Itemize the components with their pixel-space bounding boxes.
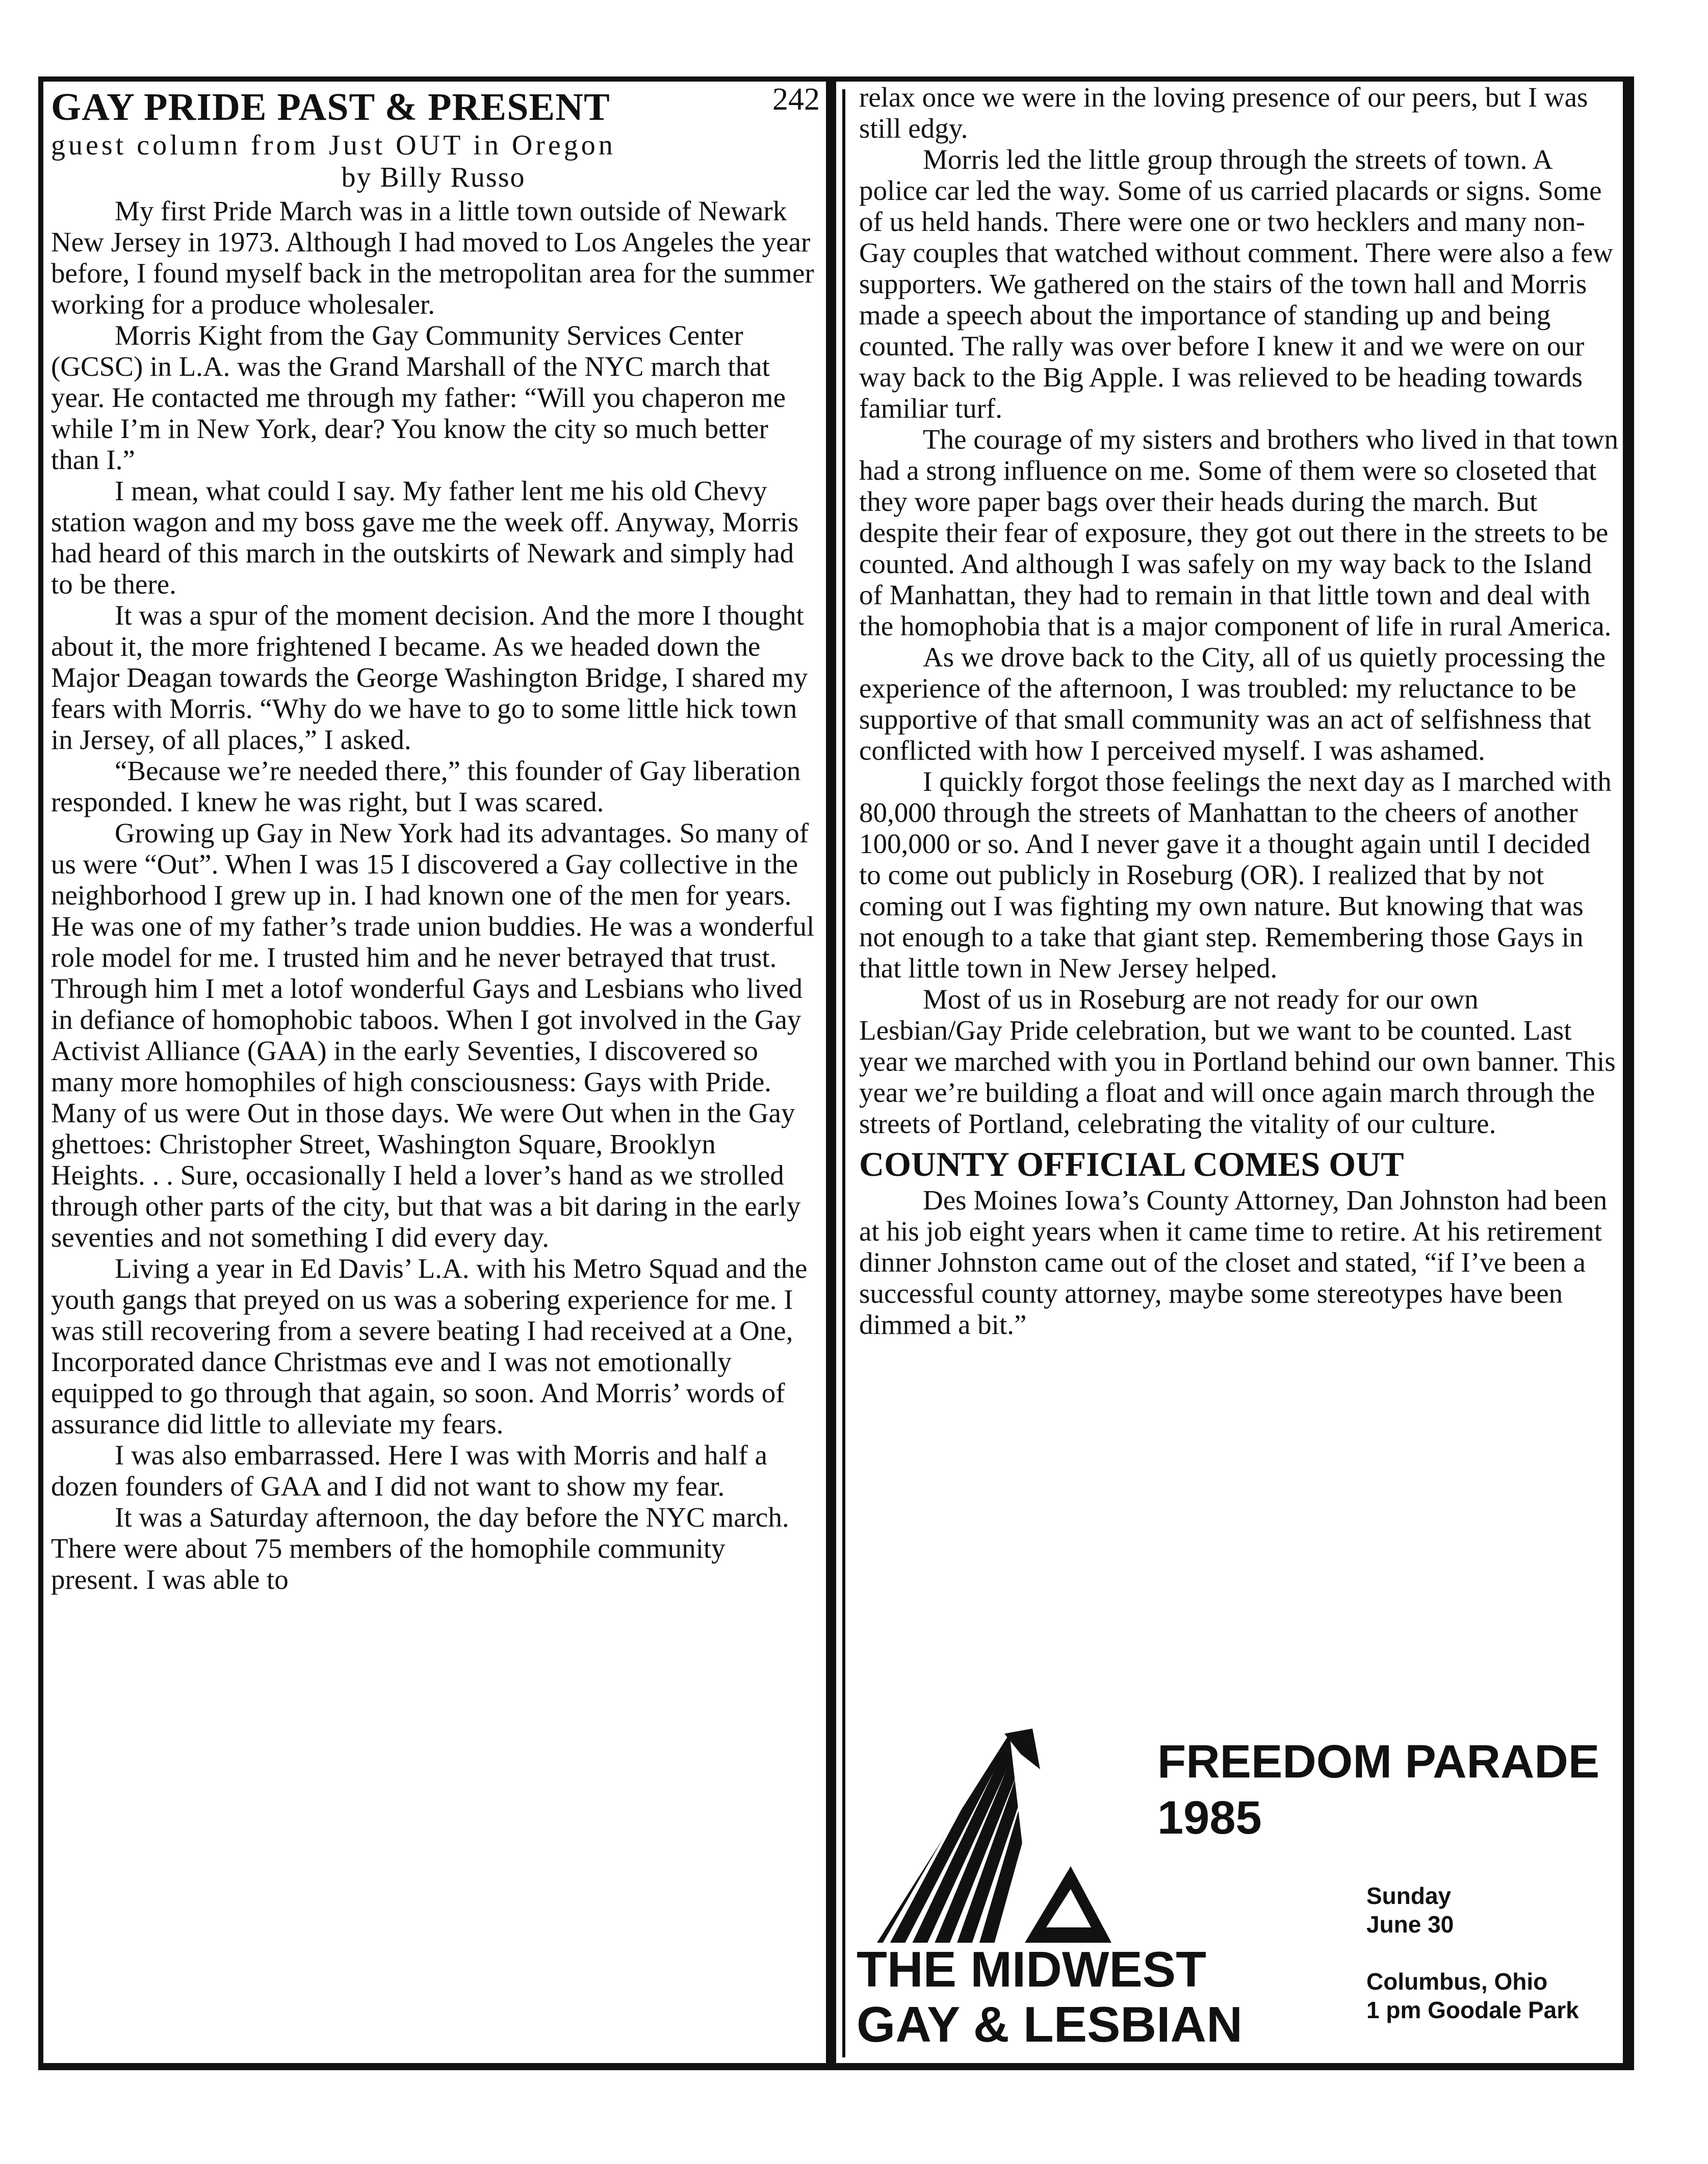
freedom-parade-ad xyxy=(857,1713,1621,2060)
ad-org-line2: GAY & LESBIAN xyxy=(857,1996,1243,2052)
column-divider xyxy=(826,76,836,2070)
news-item-body: Des Moines Iowa’s County Attorney, Dan Johnston had been at his job eight years when it came time to retire. At his retirement dinner Johnston came out of the closet and stated, “if I’ve been a successful county attorney, maybe some stereotypes have been dimmed a bit.” xyxy=(859,1184,1608,1341)
right-column xyxy=(859,82,1619,1340)
article-paragraph: I quickly forgot those feelings the next day as I marched with 80,000 through the streets of Manhattan to the cheers of another 100,000 or so. And I never gave it a thought again until I decided to come out publicly in Roseburg (OR). I realized that by not coming out I was fighting my own nature. But knowing that was not enough to a take that giant step. Remembering those Gays in that little town in New Jersey helped. xyxy=(859,766,1612,984)
article-paragraph: It was a spur of the moment decision. And the more I thought about it, the more frightened I became. As we headed down the Major Deagan towards the George Washington Bridge, I shared my fears with Morris. “Why do we have to go to some little hick town in Jersey, of all places,” I asked. xyxy=(51,600,808,756)
ad-headline-line2: 1985 xyxy=(1157,1792,1262,1844)
article-paragraph: Morris Kight from the Gay Community Services Center (GCSC) in L.A. was the Grand Marshall of the NYC march that year. He contacted me through my father: “Will you chaperon me while I’m in New York, dear? You know the city so much better than I.” xyxy=(51,320,786,476)
article-paragraph: I was also embarrassed. Here I was with Morris and half a dozen founders of GAA and I did not want to show my fear. xyxy=(51,1439,767,1502)
article-paragraph: As we drove back to the City, all of us quietly processing the experience of the afternoon, I was troubled: my reluctance to be supportive of that small community was an act of selfishness that conflicted with how I perceived myself. I was ashamed. xyxy=(859,641,1606,766)
article-byline: by Billy Russo xyxy=(341,161,526,193)
article-paragraph: I mean, what could I say. My father lent me his old Chevy station wagon and my boss gave me the week off. Anyway, Morris had heard of this march in the outskirts of Newark and simply had to be there. xyxy=(51,475,799,600)
ad-city: Columbus, Ohio xyxy=(1366,1968,1548,1995)
ad-date: June 30 xyxy=(1366,1911,1454,1938)
article-title: GAY PRIDE PAST & PRESENT xyxy=(51,86,610,128)
ad-headline xyxy=(1157,1734,1599,1846)
left-column xyxy=(51,88,816,1595)
ad-time-place: 1 pm Goodale Park xyxy=(1366,1997,1579,2023)
ad-details xyxy=(1366,1882,1579,2024)
ad-day: Sunday xyxy=(1366,1883,1452,1909)
article-paragraph: The courage of my sisters and brothers who lived in that town had a strong influence on me. Some of them were so closeted that they wore paper bags over their heads during the march. But despite their fear of exposure, they got out there in the streets to be counted. And although I was safely on my way back to the Island of Manhattan, they had to remain in that little town and deal with the homophobia that is a major component of life in rural America. xyxy=(859,424,1618,641)
column-divider-inner xyxy=(842,89,845,2057)
article-paragraph: Most of us in Roseburg are not ready for our own Lesbian/Gay Pride celebration, but we want to be counted. Last year we marched with you in Portland behind our own banner. This year we’re building a float and will once again march through the streets of Portland, celebrating the vitality of our culture. xyxy=(859,984,1616,1139)
article-subtitle: guest column from Just OUT in Oregon xyxy=(51,130,616,161)
article-paragraph: Living a year in Ed Davis’ L.A. with his Metro Squad and the youth gangs that preyed on us was a sobering experience for me. I was still recovering from a severe beating I had received at a One, Incorporated dance Christmas eve and I was not emotionally equipped to go through that again, so soon. And Morris’ words of assurance did little to alleviate my fears. xyxy=(51,1253,808,1440)
page-number: 242 xyxy=(772,82,820,117)
article-paragraph: My first Pride March was in a little town outside of Newark New Jersey in 1973. Although I had moved to Los Angeles the year before, I found myself back in the metropolitan area for the summer working for a produce wholesaler. xyxy=(51,195,814,320)
news-item-title: COUNTY OFFICIAL COMES OUT xyxy=(859,1145,1404,1183)
article-paragraph: Growing up Gay in New York had its advantages. So many of us were “Out”. When I was 15 I discovered a Gay collective in the neighborhood I grew up in. I had known one of the men for years. He was one of my father’s trade union buddies. He was a wonderful role model for me. I trusted him and he never betrayed that trust. Through him I met a lotof wonderful Gays and Lesbians who lived in defiance of homophobic taboos. When I got involved in the Gay Activist Alliance (GAA) in the early Seventies, I discovered so many more homophiles of high consciousness: Gays with Pride. Many of us were Out in those days. We were Out when in the Gay ghettoes: Christopher Street, Washington Square, Brooklyn Heights. . . Sure, occasionally I held a lover’s hand as we strolled through other parts of the city, but that was a bit daring in the early seventies and not something I did every day. xyxy=(51,817,815,1253)
ad-headline-line1: FREEDOM PARADE xyxy=(1157,1736,1600,1788)
ad-organization xyxy=(857,1942,1243,2052)
triangle-stripes-logo-icon xyxy=(857,1713,1142,1953)
article-paragraph: It was a Saturday afternoon, the day before the NYC march. There were about 75 members of the homophile community present. I was able to xyxy=(51,1502,789,1595)
ad-org-line1: THE MIDWEST xyxy=(857,1941,1206,1997)
article-paragraph: Morris led the little group through the streets of town. A police car led the way. Some of us carried placards or signs. Some of us held hands. There were one or two hecklers and many non-Gay couples that watched without comment. There were also a few supporters. We gathered on the stairs of the town hall and Morris made a speech about the importance of standing up and being counted. The rally was over before I knew it and we were on our way back to the Big Apple. I was relieved to be heading towards familiar turf. xyxy=(859,144,1613,424)
article-paragraph: “Because we’re needed there,” this founder of Gay liberation responded. I knew he was right, but I was scared. xyxy=(51,755,801,818)
article-continuation: relax once we were in the loving presence of our peers, but I was still edgy. xyxy=(859,82,1588,144)
